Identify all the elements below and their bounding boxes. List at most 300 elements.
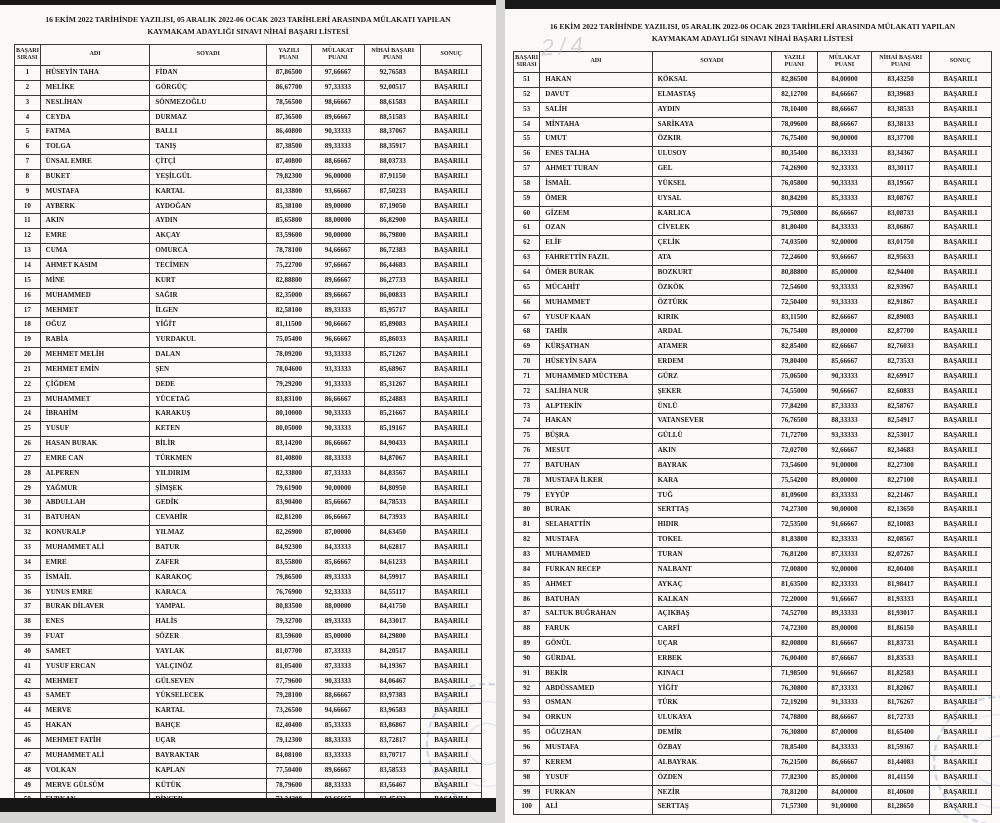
- rank-cell: 46: [15, 733, 41, 748]
- surname-cell: YİĞİT: [652, 681, 772, 696]
- rank-cell: 71: [514, 369, 540, 384]
- result-row: [15, 273, 482, 288]
- result-cell: BAŞARILI: [929, 458, 991, 473]
- surname-cell: YALÇINÖZ: [150, 659, 267, 674]
- surname-cell: OMURCA: [150, 244, 267, 259]
- final-score-cell: 85,19167: [365, 422, 421, 437]
- first-name-cell: ORKUN: [540, 711, 652, 726]
- written-score-cell: 83,59600: [267, 229, 311, 244]
- final-score-cell: 83,43250: [872, 73, 929, 88]
- result-row: [15, 778, 482, 793]
- result-row: [15, 437, 482, 452]
- surname-cell: DEDE: [150, 377, 267, 392]
- result-row: [514, 340, 992, 355]
- result-row: [514, 280, 992, 295]
- final-score-cell: 88,37067: [365, 125, 421, 140]
- column-header: MÜLAKAT PUANI: [311, 45, 365, 66]
- final-score-cell: 82,69917: [872, 369, 929, 384]
- final-score-cell: 82,34683: [872, 444, 929, 459]
- column-header: SOYADI: [652, 52, 772, 73]
- first-name-cell: MERVE GÜLSÜM: [40, 778, 150, 793]
- interview-score-cell: 92,66667: [817, 444, 872, 459]
- rank-cell: 96: [514, 740, 540, 755]
- final-score-cell: 83,86867: [365, 719, 421, 734]
- rank-cell: 61: [514, 221, 540, 236]
- rank-cell: 63: [514, 251, 540, 266]
- final-score-cell: 82,21467: [872, 488, 929, 503]
- interview-score-cell: 87,00000: [311, 526, 365, 541]
- written-score-cell: 76,81200: [772, 548, 817, 563]
- surname-cell: ULUKAYA: [652, 711, 772, 726]
- column-header: BAŞARI SIRASI: [15, 45, 41, 66]
- surname-cell: YEŞİLGÜL: [150, 169, 267, 184]
- result-cell: BAŞARILI: [421, 184, 482, 199]
- written-score-cell: 83,11500: [772, 310, 817, 325]
- result-row: [15, 125, 482, 140]
- final-score-cell: 81,44083: [872, 755, 929, 770]
- result-row: [15, 140, 482, 155]
- rank-cell: 91: [514, 666, 540, 681]
- first-name-cell: OĞUZHAN: [540, 726, 652, 741]
- first-name-cell: BATUHAN: [40, 511, 150, 526]
- rank-cell: 10: [15, 199, 41, 214]
- result-cell: BAŞARILI: [421, 318, 482, 333]
- result-cell: BAŞARILI: [421, 778, 482, 793]
- first-name-cell: ÜNSAL EMRE: [40, 155, 150, 170]
- result-cell: BAŞARILI: [421, 214, 482, 229]
- rank-cell: 60: [514, 206, 540, 221]
- result-row: [15, 318, 482, 333]
- interview-score-cell: 84,33333: [311, 541, 365, 556]
- interview-score-cell: 93,33333: [817, 280, 872, 295]
- final-score-cell: 84,63450: [365, 526, 421, 541]
- final-score-cell: 85,71267: [365, 348, 421, 363]
- first-name-cell: ÖMER: [540, 191, 652, 206]
- rank-cell: 78: [514, 473, 540, 488]
- interview-score-cell: 94,66667: [311, 704, 365, 719]
- first-name-cell: MUSTAFA İLKER: [540, 473, 652, 488]
- result-cell: BAŞARILI: [421, 644, 482, 659]
- interview-score-cell: 89,66667: [311, 288, 365, 303]
- interview-score-cell: 89,00000: [817, 622, 872, 637]
- results-table-page2: [513, 51, 992, 815]
- result-cell: BAŞARILI: [421, 377, 482, 392]
- first-name-cell: BURAK DİLAVER: [40, 600, 150, 615]
- surname-cell: KARACA: [150, 585, 267, 600]
- result-cell: BAŞARILI: [421, 600, 482, 615]
- result-cell: BAŞARILI: [421, 125, 482, 140]
- result-row: [15, 155, 482, 170]
- rank-cell: 24: [15, 407, 41, 422]
- rank-cell: 73: [514, 399, 540, 414]
- final-score-cell: 81,82067: [872, 681, 929, 696]
- surname-cell: KALKAN: [652, 592, 772, 607]
- written-score-cell: 82,86500: [772, 73, 817, 88]
- final-score-cell: 85,21667: [365, 407, 421, 422]
- result-cell: BAŞARILI: [421, 689, 482, 704]
- result-row: [15, 333, 482, 348]
- surname-cell: NEZİR: [652, 785, 772, 800]
- final-score-cell: 83,39683: [872, 87, 929, 102]
- first-name-cell: GÖNÜL: [540, 637, 652, 652]
- interview-score-cell: 88,00000: [311, 600, 365, 615]
- result-cell: BAŞARILI: [421, 258, 482, 273]
- written-score-cell: 82,88800: [267, 273, 311, 288]
- surname-cell: GÜLSEVEN: [150, 674, 267, 689]
- rank-cell: 38: [15, 615, 41, 630]
- written-score-cell: 77,50400: [267, 763, 311, 778]
- rank-cell: 25: [15, 422, 41, 437]
- result-row: [514, 548, 992, 563]
- written-score-cell: 81,07700: [267, 644, 311, 659]
- final-score-cell: 82,53017: [872, 429, 929, 444]
- rank-cell: 44: [15, 704, 41, 719]
- interview-score-cell: 85,33333: [311, 719, 365, 734]
- final-score-cell: 81,86150: [872, 622, 929, 637]
- result-cell: BAŞARILI: [421, 733, 482, 748]
- surname-cell: YILMAZ: [150, 526, 267, 541]
- final-score-cell: 81,65400: [872, 726, 929, 741]
- rank-cell: 43: [15, 689, 41, 704]
- surname-cell: SAĞIR: [150, 288, 267, 303]
- final-score-cell: 87,50233: [365, 184, 421, 199]
- written-score-cell: 82,40400: [267, 719, 311, 734]
- result-row: [15, 481, 482, 496]
- final-score-cell: 85,68967: [365, 362, 421, 377]
- result-row: [514, 444, 992, 459]
- written-score-cell: 84,92300: [267, 541, 311, 556]
- surname-cell: FİDAN: [150, 66, 267, 81]
- first-name-cell: KÜRŞATHAN: [540, 340, 652, 355]
- written-score-cell: 79,82300: [267, 169, 311, 184]
- written-score-cell: 79,32700: [267, 615, 311, 630]
- surname-cell: KINACI: [652, 666, 772, 681]
- surname-cell: SERTTAŞ: [652, 503, 772, 518]
- written-score-cell: 81,11500: [267, 318, 311, 333]
- result-cell: BAŞARILI: [421, 585, 482, 600]
- rank-cell: 77: [514, 458, 540, 473]
- first-name-cell: SAMET: [40, 689, 150, 704]
- first-name-cell: YAĞMUR: [40, 481, 150, 496]
- final-score-cell: 86,72383: [365, 244, 421, 259]
- first-name-cell: MEHMET: [40, 303, 150, 318]
- column-header: ADI: [40, 45, 150, 66]
- result-row: [15, 704, 482, 719]
- written-score-cell: 75,22700: [267, 258, 311, 273]
- written-score-cell: 80,35400: [772, 147, 817, 162]
- final-score-cell: 86,27733: [365, 273, 421, 288]
- document-title-line2: KAYMAKAM ADAYLIĞI SINAVI NİHAİ BAŞARI LİSTESİ: [147, 26, 349, 36]
- written-score-cell: 78,56500: [267, 95, 311, 110]
- first-name-cell: AYBERK: [40, 199, 150, 214]
- result-cell: BAŞARILI: [421, 481, 482, 496]
- result-row: [514, 800, 992, 815]
- result-cell: BAŞARILI: [929, 295, 991, 310]
- written-score-cell: 81,63500: [772, 577, 817, 592]
- first-name-cell: EMRE CAN: [40, 451, 150, 466]
- interview-score-cell: 93,66667: [311, 184, 365, 199]
- final-score-cell: 84,90433: [365, 437, 421, 452]
- result-cell: BAŞARILI: [421, 229, 482, 244]
- result-cell: BAŞARILI: [929, 562, 991, 577]
- result-row: [514, 696, 992, 711]
- rank-cell: 49: [15, 778, 41, 793]
- interview-score-cell: 82,66667: [817, 310, 872, 325]
- result-row: [15, 763, 482, 778]
- results-table-page1: [14, 44, 482, 808]
- result-row: [15, 80, 482, 95]
- surname-cell: TÜRK: [652, 696, 772, 711]
- result-cell: BAŞARILI: [929, 87, 991, 102]
- first-name-cell: HASAN BURAK: [40, 437, 150, 452]
- interview-score-cell: 92,33333: [817, 162, 872, 177]
- written-score-cell: 83,83100: [267, 392, 311, 407]
- column-header: YAZILI PUANI: [267, 45, 311, 66]
- first-name-cell: HAKAN: [540, 73, 652, 88]
- interview-score-cell: 93,33333: [311, 348, 365, 363]
- result-row: [514, 577, 992, 592]
- interview-score-cell: 93,33333: [817, 429, 872, 444]
- surname-cell: BİLİR: [150, 437, 267, 452]
- result-cell: BAŞARILI: [929, 548, 991, 563]
- written-score-cell: 72,00800: [772, 562, 817, 577]
- written-score-cell: 79,12300: [267, 733, 311, 748]
- final-score-cell: 82,54917: [872, 414, 929, 429]
- written-score-cell: 83,55800: [267, 555, 311, 570]
- written-score-cell: 78,10400: [772, 102, 817, 117]
- interview-score-cell: 92,00000: [817, 236, 872, 251]
- interview-score-cell: 89,00000: [817, 325, 872, 340]
- final-score-cell: 85,89083: [365, 318, 421, 333]
- result-row: [15, 496, 482, 511]
- written-score-cell: 82,12700: [772, 87, 817, 102]
- first-name-cell: MELİKE: [40, 80, 150, 95]
- result-cell: BAŞARILI: [929, 399, 991, 414]
- surname-cell: KARAKUŞ: [150, 407, 267, 422]
- first-name-cell: CEYDA: [40, 110, 150, 125]
- result-row: [15, 392, 482, 407]
- first-name-cell: MUSTAFA: [540, 533, 652, 548]
- interview-score-cell: 91,66667: [817, 666, 872, 681]
- final-score-cell: 82,93967: [872, 280, 929, 295]
- written-score-cell: 79,61900: [267, 481, 311, 496]
- written-score-cell: 82,81200: [267, 511, 311, 526]
- result-cell: BAŞARILI: [421, 719, 482, 734]
- surname-cell: SÖZER: [150, 630, 267, 645]
- result-cell: BAŞARILI: [929, 265, 991, 280]
- result-row: [514, 206, 992, 221]
- final-score-cell: 81,40600: [872, 785, 929, 800]
- interview-score-cell: 87,33333: [311, 659, 365, 674]
- first-name-cell: ÇİĞDEM: [40, 377, 150, 392]
- rank-cell: 98: [514, 770, 540, 785]
- written-score-cell: 74,52700: [772, 607, 817, 622]
- final-score-cell: 92,00517: [365, 80, 421, 95]
- final-score-cell: 81,76267: [872, 696, 929, 711]
- result-cell: BAŞARILI: [929, 384, 991, 399]
- final-score-cell: 81,93333: [872, 592, 929, 607]
- rank-cell: 51: [514, 73, 540, 88]
- surname-cell: YİĞİT: [150, 318, 267, 333]
- result-cell: BAŞARILI: [929, 651, 991, 666]
- interview-score-cell: 87,33333: [817, 681, 872, 696]
- first-name-cell: YUSUF ERCAN: [40, 659, 150, 674]
- rank-cell: 20: [15, 348, 41, 363]
- final-score-cell: 84,59917: [365, 570, 421, 585]
- surname-cell: KURT: [150, 273, 267, 288]
- final-score-cell: 82,07267: [872, 548, 929, 563]
- result-cell: BAŞARILI: [421, 140, 482, 155]
- final-score-cell: 83,38533: [872, 102, 929, 117]
- scan-artifact-bottom-bar: [0, 798, 496, 812]
- interview-score-cell: 82,33333: [817, 533, 872, 548]
- final-score-cell: 84,83567: [365, 466, 421, 481]
- written-score-cell: 82,00800: [772, 637, 817, 652]
- interview-score-cell: 84,00000: [817, 785, 872, 800]
- result-row: [514, 755, 992, 770]
- rank-cell: 64: [514, 265, 540, 280]
- interview-score-cell: 89,33333: [311, 570, 365, 585]
- rank-cell: 40: [15, 644, 41, 659]
- result-cell: BAŞARILI: [929, 236, 991, 251]
- surname-cell: BAHÇE: [150, 719, 267, 734]
- rank-cell: 16: [15, 288, 41, 303]
- written-score-cell: 74,72300: [772, 622, 817, 637]
- interview-score-cell: 88,33333: [311, 778, 365, 793]
- result-cell: BAŞARILI: [929, 221, 991, 236]
- first-name-cell: ELİF: [540, 236, 652, 251]
- first-name-cell: MEHMET MELİH: [40, 348, 150, 363]
- first-name-cell: MERVE: [40, 704, 150, 719]
- interview-score-cell: 84,33333: [817, 221, 872, 236]
- result-row: [514, 117, 992, 132]
- written-score-cell: 81,09600: [772, 488, 817, 503]
- surname-cell: ZAFER: [150, 555, 267, 570]
- written-score-cell: 86,40800: [267, 125, 311, 140]
- first-name-cell: MİNE: [40, 273, 150, 288]
- rank-cell: 90: [514, 651, 540, 666]
- first-name-cell: HÜSEYİN SAFA: [540, 355, 652, 370]
- surname-cell: İLGEN: [150, 303, 267, 318]
- result-row: [514, 73, 992, 88]
- written-score-cell: 87,38500: [267, 140, 311, 155]
- surname-cell: UYSAL: [652, 191, 772, 206]
- final-score-cell: 82,73533: [872, 355, 929, 370]
- rank-cell: 34: [15, 555, 41, 570]
- first-name-cell: ALPTEKİN: [540, 399, 652, 414]
- written-score-cell: 75,54200: [772, 473, 817, 488]
- interview-score-cell: 91,66667: [817, 592, 872, 607]
- first-name-cell: BATUHAN: [540, 592, 652, 607]
- rank-cell: 5: [15, 125, 41, 140]
- surname-cell: UÇAR: [150, 733, 267, 748]
- rank-cell: 13: [15, 244, 41, 259]
- result-cell: BAŞARILI: [421, 704, 482, 719]
- interview-score-cell: 88,66667: [817, 117, 872, 132]
- rank-cell: 27: [15, 451, 41, 466]
- written-score-cell: 80,88800: [772, 265, 817, 280]
- rank-cell: 23: [15, 392, 41, 407]
- rank-cell: 28: [15, 466, 41, 481]
- interview-score-cell: 89,33333: [817, 607, 872, 622]
- written-score-cell: 72,24600: [772, 251, 817, 266]
- result-cell: BAŞARILI: [421, 511, 482, 526]
- first-name-cell: OSMAN: [540, 696, 652, 711]
- final-score-cell: 83,70717: [365, 748, 421, 763]
- written-score-cell: 76,00400: [772, 651, 817, 666]
- interview-score-cell: 96,66667: [311, 333, 365, 348]
- rank-cell: 85: [514, 577, 540, 592]
- result-row: [15, 258, 482, 273]
- final-score-cell: 81,82583: [872, 666, 929, 681]
- written-score-cell: 74,26900: [772, 162, 817, 177]
- written-score-cell: 71,57300: [772, 800, 817, 815]
- first-name-cell: MUSTAFA: [540, 740, 652, 755]
- final-score-cell: 83,58533: [365, 763, 421, 778]
- interview-score-cell: 90,33333: [311, 422, 365, 437]
- surname-cell: ŞİMŞEK: [150, 481, 267, 496]
- result-row: [514, 87, 992, 102]
- result-cell: BAŞARILI: [421, 288, 482, 303]
- rank-cell: 97: [514, 755, 540, 770]
- written-score-cell: 83,14200: [267, 437, 311, 452]
- surname-cell: BATUR: [150, 541, 267, 556]
- final-score-cell: 84,80950: [365, 481, 421, 496]
- final-score-cell: 84,55117: [365, 585, 421, 600]
- first-name-cell: FATMA: [40, 125, 150, 140]
- written-score-cell: 79,28100: [267, 689, 311, 704]
- result-row: [514, 726, 992, 741]
- written-score-cell: 74,78800: [772, 711, 817, 726]
- result-row: [15, 466, 482, 481]
- interview-score-cell: 85,66667: [311, 555, 365, 570]
- rank-cell: 79: [514, 488, 540, 503]
- interview-score-cell: 90,00000: [311, 481, 365, 496]
- first-name-cell: VOLKAN: [40, 763, 150, 778]
- written-score-cell: 72,50400: [772, 295, 817, 310]
- rank-cell: 93: [514, 696, 540, 711]
- result-row: [15, 377, 482, 392]
- result-row: [15, 689, 482, 704]
- written-score-cell: 77,79600: [267, 674, 311, 689]
- surname-cell: SARİKAYA: [652, 117, 772, 132]
- first-name-cell: SALİHA NUR: [540, 384, 652, 399]
- rank-cell: 3: [15, 95, 41, 110]
- written-score-cell: 86,67700: [267, 80, 311, 95]
- final-score-cell: 88,61583: [365, 95, 421, 110]
- first-name-cell: ABDULLAH: [40, 496, 150, 511]
- interview-score-cell: 91,33333: [817, 696, 872, 711]
- document-title-line2: KAYMAKAM ADAYLIĞI SINAVI NİHAİ BAŞARI LİSTESİ: [651, 33, 854, 43]
- final-score-cell: 82,00400: [872, 562, 929, 577]
- surname-cell: KETEN: [150, 422, 267, 437]
- interview-score-cell: 92,00000: [817, 562, 872, 577]
- interview-score-cell: 91,33333: [311, 377, 365, 392]
- scan-artifact-top-bar: [505, 0, 1000, 9]
- final-score-cell: 82,76033: [872, 340, 929, 355]
- surname-cell: ÖZKIR: [652, 132, 772, 147]
- interview-score-cell: 88,33333: [817, 414, 872, 429]
- final-score-cell: 86,79800: [365, 229, 421, 244]
- rank-cell: 56: [514, 147, 540, 162]
- result-cell: BAŞARILI: [421, 333, 482, 348]
- surname-cell: YÜKSELECEK: [150, 689, 267, 704]
- surname-cell: BOZKURT: [652, 265, 772, 280]
- final-score-cell: 82,10083: [872, 518, 929, 533]
- result-row: [514, 221, 992, 236]
- result-cell: BAŞARILI: [421, 748, 482, 763]
- surname-cell: ARDAL: [652, 325, 772, 340]
